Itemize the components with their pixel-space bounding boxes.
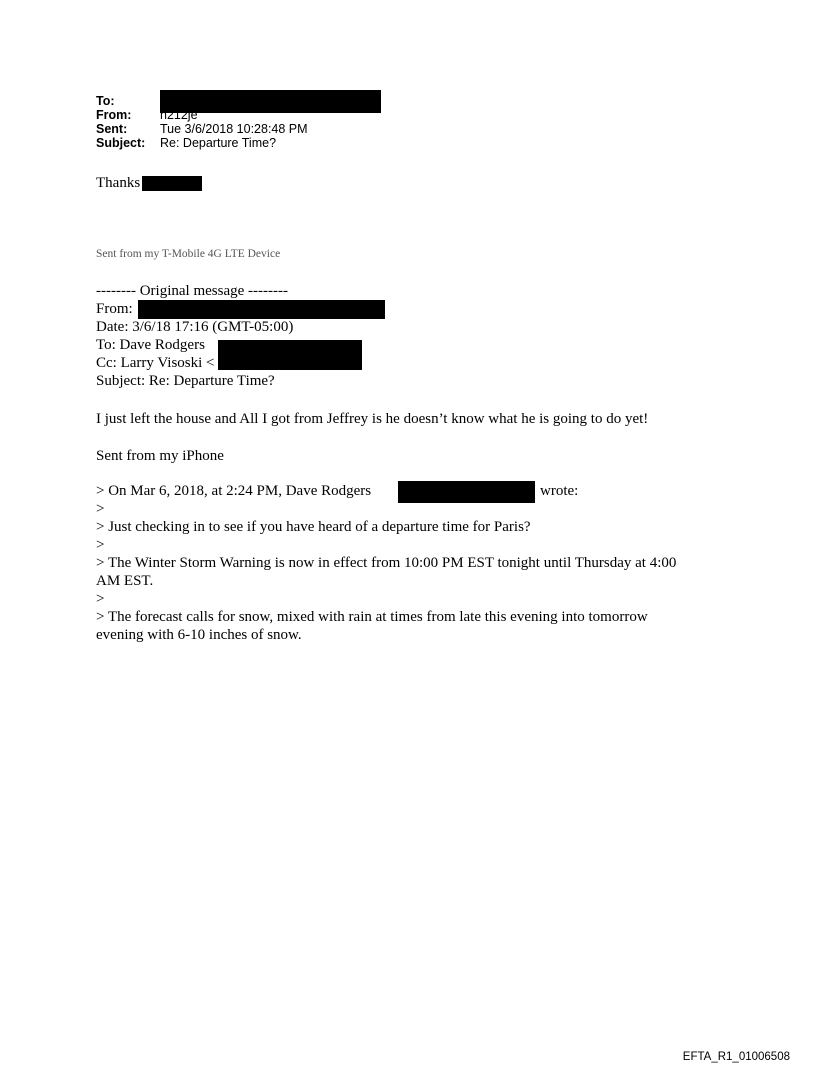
original-cc-row	[96, 354, 293, 372]
original-from-row	[96, 300, 293, 318]
original-from-label: From:	[96, 301, 133, 317]
quoted-line: AM EST.	[96, 573, 154, 589]
quoted-line: >	[96, 591, 105, 607]
original-separator: -------- Original message --------	[96, 283, 288, 299]
greeting-text: Thanks	[96, 175, 141, 191]
quoted-message	[96, 482, 736, 644]
quoted-line: evening with 6-10 inches of snow.	[96, 627, 302, 643]
original-message-header	[96, 282, 293, 390]
subject-value: Re: Departure Time?	[160, 136, 277, 150]
redaction-box	[142, 176, 202, 191]
device-signature: Sent from my T-Mobile 4G LTE Device	[96, 248, 281, 260]
reply-greeting	[96, 174, 202, 192]
original-date: Date: 3/6/18 17:16 (GMT-05:00)	[96, 319, 294, 335]
quoted-line: > Just checking in to see if you have heard of a departure time for Paris?	[96, 519, 531, 535]
redaction-box	[138, 300, 385, 319]
sent-label: Sent:	[96, 122, 128, 136]
to-label: To:	[96, 94, 115, 108]
quoted-line: >	[96, 537, 105, 553]
original-cc-text: Cc: Larry Visoski <	[96, 355, 215, 371]
quoted-line: > The Winter Storm Warning is now in effect from 10:00 PM EST tonight until Thursday at 4:00	[96, 555, 677, 571]
from-value: n212je	[160, 108, 198, 122]
quoted-line: >	[96, 501, 105, 517]
document-id: EFTA_R1_01006508	[682, 1051, 790, 1063]
original-to-text: To: Dave Rodgers	[96, 337, 205, 353]
sent-value: Tue 3/6/2018 10:28:48 PM	[160, 122, 308, 136]
original-to-row	[96, 336, 293, 354]
from-label: From:	[96, 108, 132, 122]
quoted-intro	[96, 482, 736, 500]
iphone-signature: Sent from my iPhone	[96, 448, 224, 464]
quoted-intro-prefix: > On Mar 6, 2018, at 2:24 PM, Dave Rodgers	[96, 483, 372, 499]
original-body: I just left the house and All I got from Jeffrey is he doesn’t know what he is going to do yet!	[96, 411, 649, 427]
original-subject: Subject: Re: Departure Time?	[96, 373, 275, 389]
subject-label: Subject:	[96, 136, 146, 150]
quoted-intro-suffix: wrote:	[540, 483, 579, 499]
quoted-line: > The forecast calls for snow, mixed with rain at times from late this evening into tomorrow	[96, 609, 648, 625]
